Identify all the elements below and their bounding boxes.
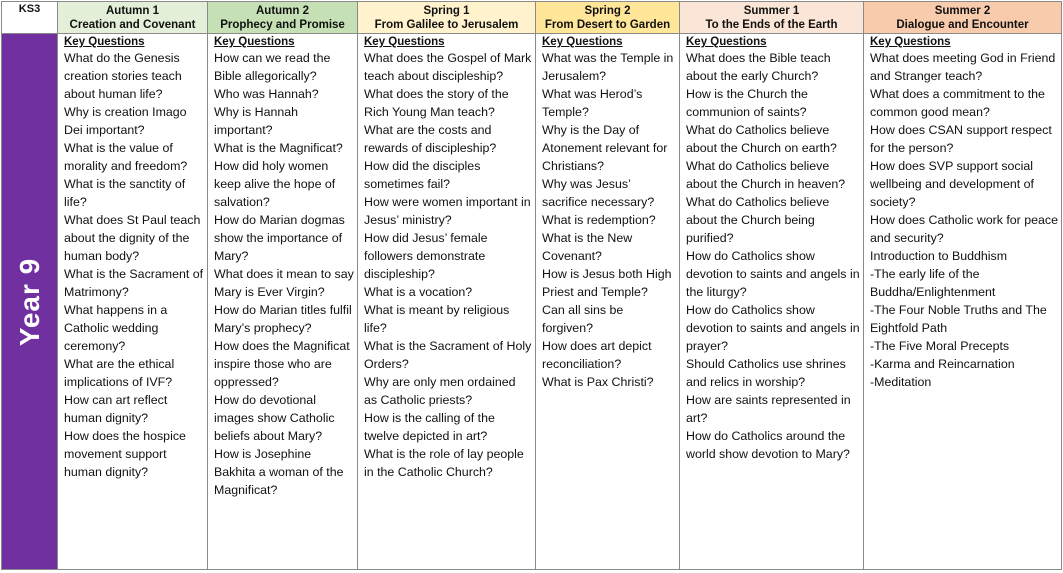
key-question: How do devotional images show Catholic beliefs about Mary?: [214, 393, 335, 443]
column-autumn-1: [58, 34, 208, 570]
key-question: How does CSAN support respect for the person?: [870, 123, 1052, 155]
key-question: -The early life of the Buddha/Enlightenment: [870, 267, 996, 299]
key-question: Why is Hannah important?: [214, 105, 299, 137]
year-row: [2, 34, 1062, 570]
year-cell: [2, 34, 58, 570]
key-questions-heading: Key Questions: [870, 36, 951, 48]
key-questions-heading: Key Questions: [686, 36, 767, 48]
key-question: Why is creation Imago Dei important?: [64, 105, 187, 137]
term-topic: Dialogue and Encounter: [896, 18, 1029, 31]
key-question: What are the ethical implications of IVF?: [64, 357, 175, 389]
key-question: -Meditation: [870, 375, 932, 389]
key-question: What happens in a Catholic wedding ceremony?: [64, 303, 168, 353]
key-question: What is the sanctity of life?: [64, 177, 186, 209]
key-stage-label: KS3: [18, 3, 41, 15]
term-name: Spring 2: [584, 4, 631, 17]
key-question: How are saints represented in art?: [686, 393, 851, 425]
key-question: How is Josephine Bakhita a woman of the Magnificat?: [214, 447, 344, 497]
key-stage-header: [2, 2, 58, 34]
key-question: Why is the Day of Atonement relevant for Christians?: [542, 123, 668, 173]
key-question: How is the calling of the twelve depicted in art?: [364, 411, 495, 443]
key-question: What does the story of the Rich Young Man teach?: [364, 87, 509, 119]
key-question: What does the Gospel of Mark teach about discipleship?: [364, 51, 532, 83]
key-question: What is meant by religious life?: [364, 303, 510, 335]
key-question: What do Catholics believe about the Church being purified?: [686, 195, 830, 245]
key-question: How do Catholics show devotion to saints and angels in the liturgy?: [686, 249, 860, 299]
key-questions-heading: Key Questions: [64, 36, 145, 48]
key-question: How does the hospice movement support human dignity?: [64, 429, 186, 479]
term-name: Spring 1: [423, 4, 470, 17]
term-header-spring-2: [536, 2, 680, 34]
question-list: [58, 34, 207, 481]
key-question: How do Marian dogmas show the importance of Mary?: [214, 213, 345, 263]
key-question: -The Five Moral Precepts: [870, 339, 1010, 353]
key-question: What was the Temple in Jerusalem?: [542, 51, 674, 83]
key-question: How did the disciples sometimes fail?: [364, 159, 481, 191]
curriculum-table: [1, 1, 1062, 570]
key-question: -The Four Noble Truths and The Eightfold Path: [870, 303, 1047, 335]
key-question: How does SVP support social wellbeing and development of society?: [870, 159, 1034, 209]
key-question: What do Catholics believe about the Church in heaven?: [686, 159, 846, 191]
term-name: Autumn 2: [255, 4, 310, 17]
key-question: Who was Hannah?: [214, 87, 319, 101]
term-name: Summer 2: [934, 4, 991, 17]
term-topic: From Galilee to Jerusalem: [374, 18, 519, 31]
key-question: Introduction to Buddhism: [870, 249, 1008, 263]
key-question: What does St Paul teach about the dignity of the human body?: [64, 213, 201, 263]
key-question: What is the Magnificat?: [214, 141, 343, 155]
key-question: What is the value of morality and freedom?: [64, 141, 188, 173]
key-question: How do Catholics show devotion to saints and angels in prayer?: [686, 303, 860, 353]
column-summer-1: [680, 34, 864, 570]
key-question: What does a commitment to the common good mean?: [870, 87, 1045, 119]
term-topic: Creation and Covenant: [69, 18, 196, 31]
key-questions-heading: Key Questions: [364, 36, 445, 48]
key-question: What is a vocation?: [364, 285, 473, 299]
column-spring-2: [536, 34, 680, 570]
key-question: How did holy women keep alive the hope of salvation?: [214, 159, 336, 209]
key-question: What does it mean to say Mary is Ever Virgin?: [214, 267, 354, 299]
key-question: What does the Bible teach about the early Church?: [686, 51, 831, 83]
key-question: How were women important in Jesus’ ministry?: [364, 195, 531, 227]
term-header-spring-1: [358, 2, 536, 34]
key-question: How is the Church the communion of saints?: [686, 87, 808, 119]
key-question: How do Marian titles fulfil Mary’s prophecy?: [214, 303, 352, 335]
key-question: Why are only men ordained as Catholic priests?: [364, 375, 516, 407]
key-question: Can all sins be forgiven?: [542, 303, 624, 335]
year-label: Year 9: [13, 257, 45, 346]
key-question: How does art depict reconciliation?: [542, 339, 652, 371]
key-question: What is the Sacrament of Matrimony?: [64, 267, 204, 299]
key-question: What is redemption?: [542, 213, 656, 227]
key-questions-heading: Key Questions: [542, 36, 623, 48]
key-question: How can we read the Bible allegorically?: [214, 51, 331, 83]
question-list: [864, 34, 1061, 391]
key-question: How does Catholic work for peace and security?: [870, 213, 1059, 245]
key-question: How can art reflect human dignity?: [64, 393, 168, 425]
key-question: How did Jesus’ female followers demonstrate discipleship?: [364, 231, 488, 281]
key-question: Should Catholics use shrines and relics in worship?: [686, 357, 846, 389]
key-question: What is the Sacrament of Holy Orders?: [364, 339, 532, 371]
term-header-summer-2: [864, 2, 1062, 34]
term-name: Autumn 1: [105, 4, 160, 17]
term-topic: To the Ends of the Earth: [705, 18, 838, 31]
key-question: What do the Genesis creation stories teach about human life?: [64, 51, 182, 101]
key-question: How do Catholics around the world show devotion to Mary?: [686, 429, 850, 461]
key-question: How is Jesus both High Priest and Temple?: [542, 267, 672, 299]
key-question: What are the costs and rewards of discipleship?: [364, 123, 497, 155]
key-question: What is the role of lay people in the Catholic Church?: [364, 447, 524, 479]
term-topic: Prophecy and Promise: [220, 18, 345, 31]
term-header-autumn-1: [58, 2, 208, 34]
key-question: What do Catholics believe about the Church on earth?: [686, 123, 837, 155]
key-question: What was Herod’s Temple?: [542, 87, 643, 119]
key-questions-heading: Key Questions: [214, 36, 295, 48]
column-spring-1: [358, 34, 536, 570]
term-name: Summer 1: [743, 4, 800, 17]
question-list: [536, 34, 679, 391]
term-header-autumn-2: [208, 2, 358, 34]
question-list: [208, 34, 357, 499]
question-list: [680, 34, 863, 463]
question-list: [358, 34, 535, 481]
key-question: What is the New Covenant?: [542, 231, 633, 263]
key-question: What does meeting God in Friend and Stranger teach?: [870, 51, 1056, 83]
key-question: Why was Jesus’ sacrifice necessary?: [542, 177, 655, 209]
key-question: -Karma and Reincarnation: [870, 357, 1015, 371]
header-row: [2, 2, 1062, 34]
column-summer-2: [864, 34, 1062, 570]
term-header-summer-1: [680, 2, 864, 34]
key-question: What is Pax Christi?: [542, 375, 654, 389]
column-autumn-2: [208, 34, 358, 570]
term-topic: From Desert to Garden: [544, 18, 671, 31]
key-question: How does the Magnificat inspire those who are oppressed?: [214, 339, 350, 389]
